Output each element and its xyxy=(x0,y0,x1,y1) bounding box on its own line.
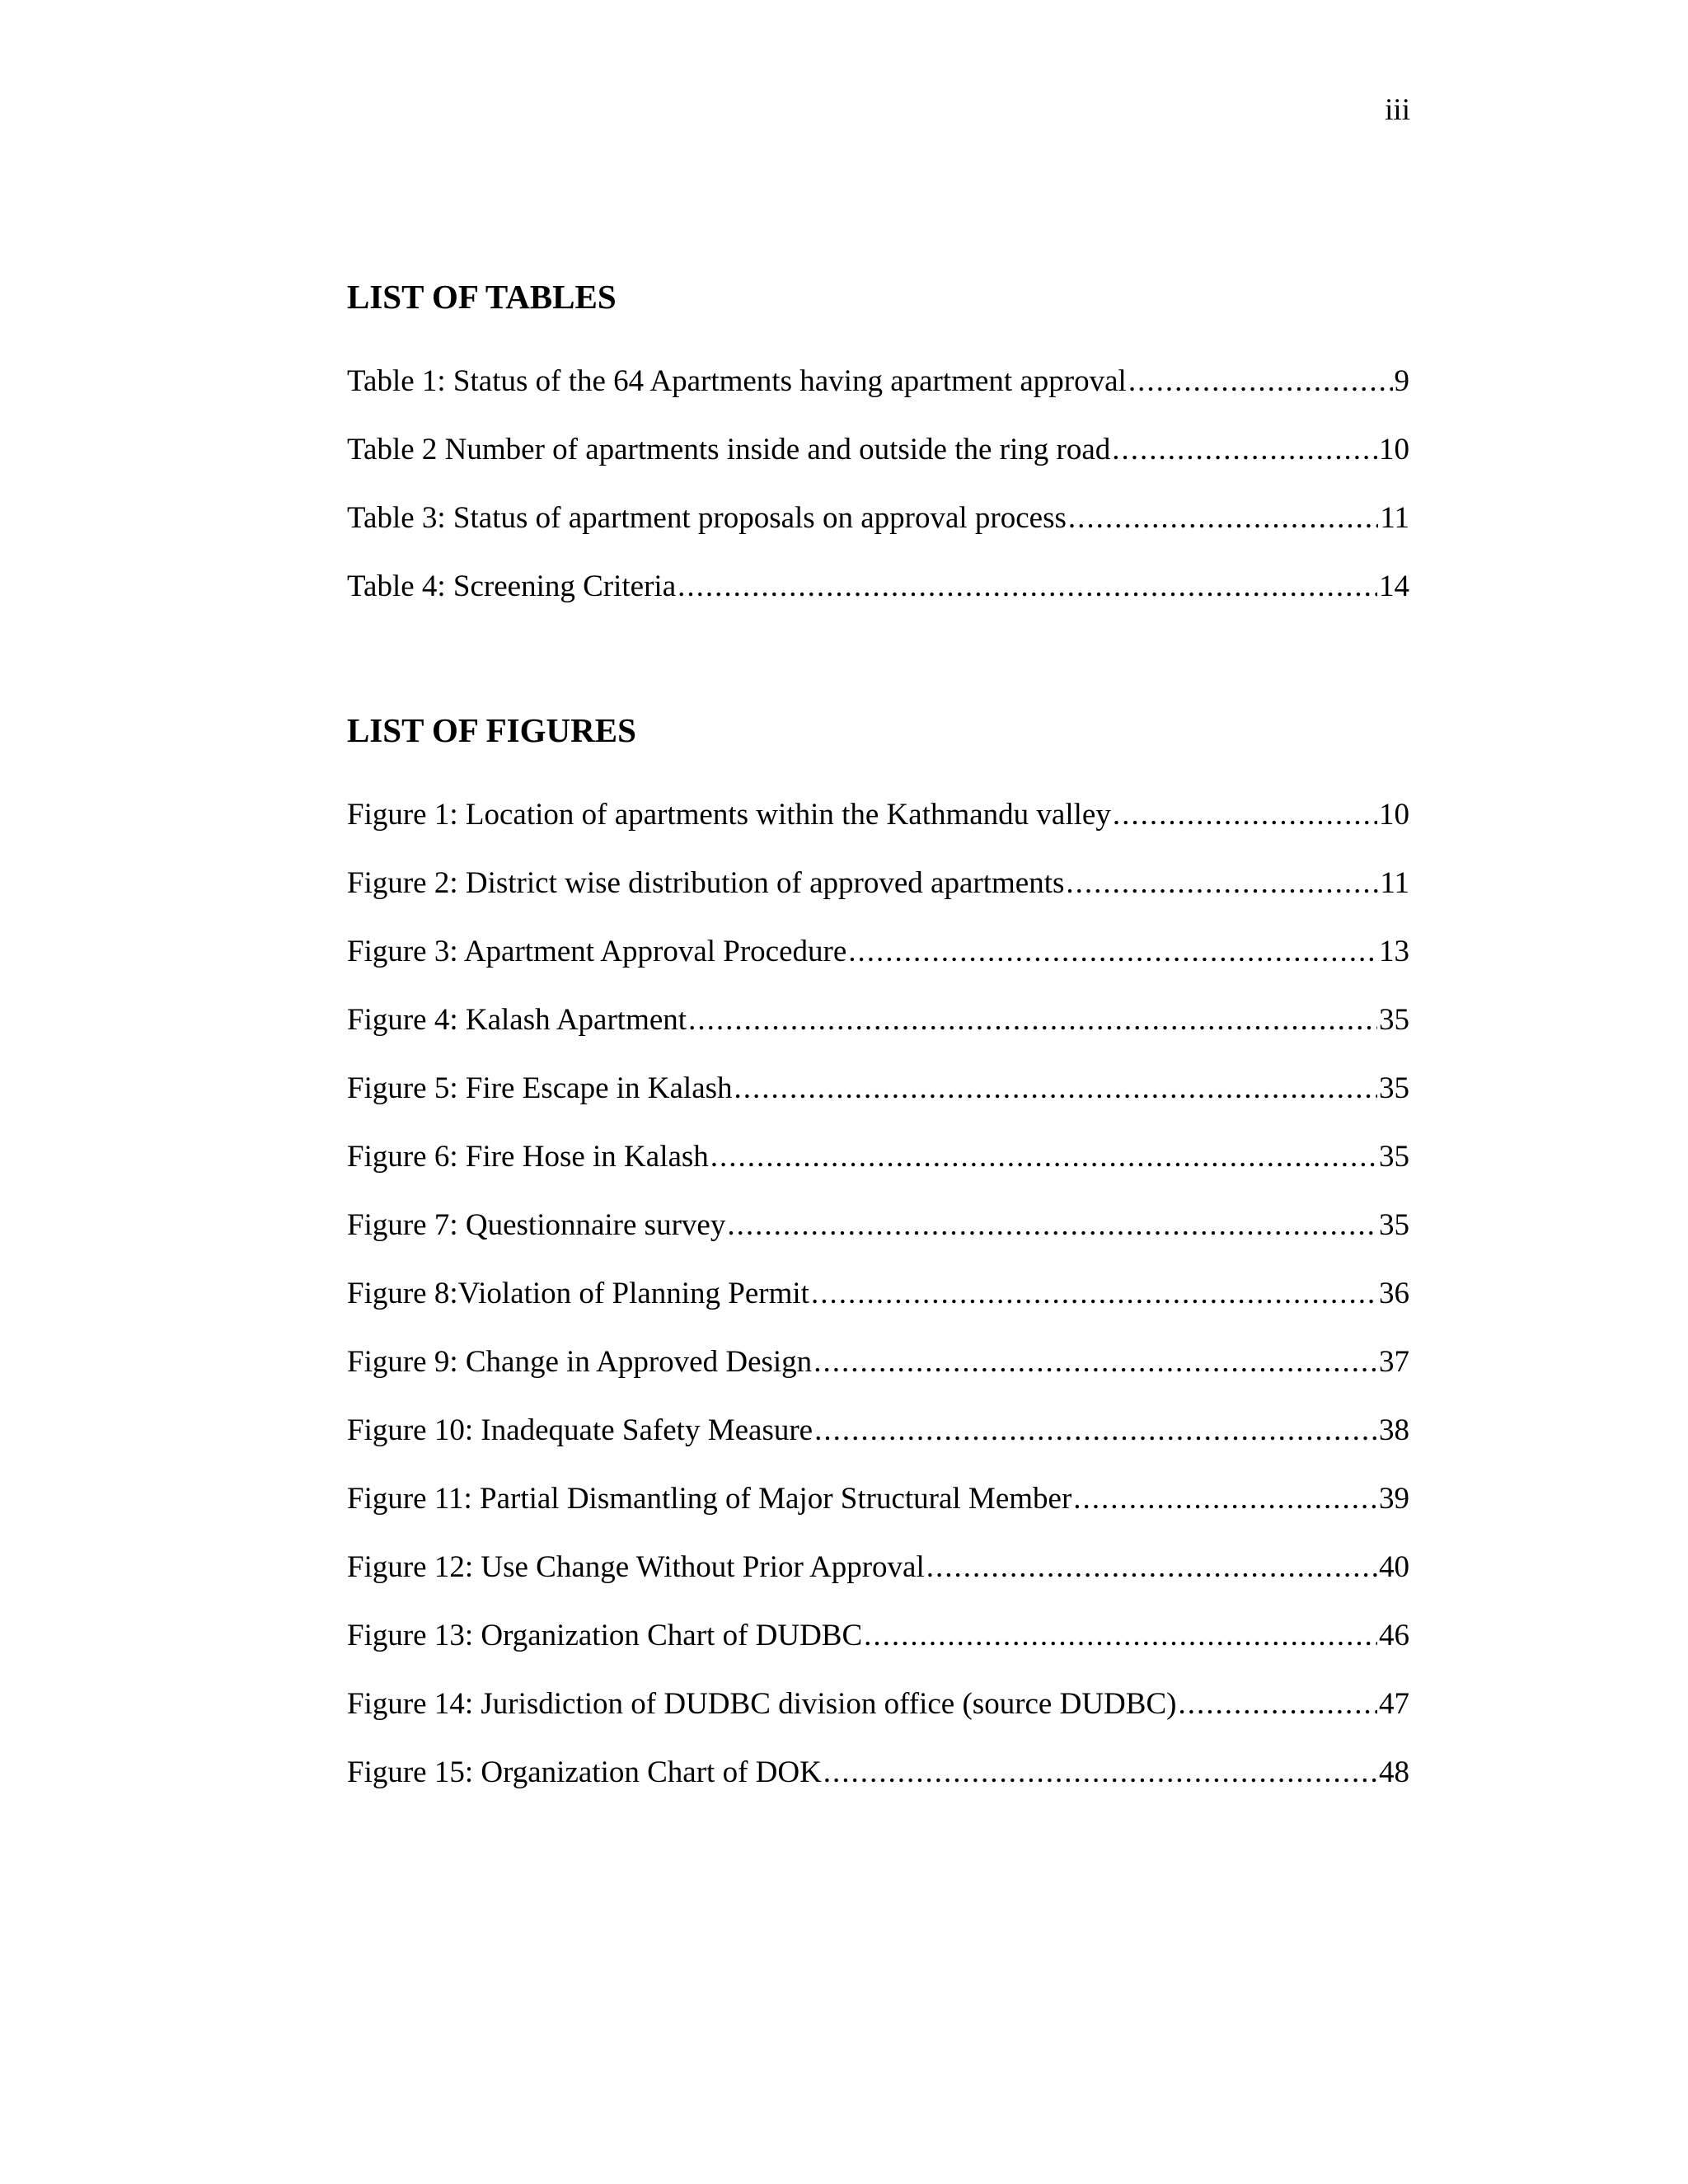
table-entry-page: 10 xyxy=(1379,433,1409,466)
figure-entry[interactable] xyxy=(347,1481,1409,1549)
figure-entry[interactable] xyxy=(347,1344,1409,1413)
table-entry-title: Table 1: Status of the 64 Apartments having apartment approval xyxy=(347,364,1127,398)
dot-leader xyxy=(864,1618,1377,1653)
dot-leader xyxy=(727,1207,1377,1243)
dot-leader xyxy=(734,1071,1377,1106)
figure-entry[interactable] xyxy=(347,1686,1409,1755)
figure-entry-title: Figure 5: Fire Escape in Kalash xyxy=(347,1071,733,1105)
dot-leader xyxy=(814,1344,1377,1380)
figure-entry-page: 39 xyxy=(1379,1482,1409,1516)
table-entry-title: Table 4: Screening Criteria xyxy=(347,569,677,603)
figure-entry[interactable] xyxy=(347,797,1409,865)
figure-entry[interactable] xyxy=(347,1207,1409,1276)
list-of-figures-heading: LIST OF FIGURES xyxy=(347,711,636,749)
dot-leader xyxy=(1073,1481,1377,1516)
dot-leader xyxy=(814,1413,1377,1448)
table-entry-title: Table 2 Number of apartments inside and outside the ring road xyxy=(347,433,1111,466)
dot-leader xyxy=(926,1549,1377,1585)
dot-leader xyxy=(678,569,1377,604)
figure-entry-title: Figure 1: Location of apartments within the Kathmandu valley xyxy=(347,798,1111,832)
dot-leader xyxy=(1113,797,1377,832)
figure-entry-page: 37 xyxy=(1379,1345,1409,1379)
dot-leader xyxy=(1128,363,1393,399)
dot-leader xyxy=(1112,432,1377,467)
figure-entry-title: Figure 4: Kalash Apartment xyxy=(347,1003,687,1037)
figure-entry-page: 35 xyxy=(1379,1071,1409,1105)
figure-entry[interactable] xyxy=(347,1549,1409,1618)
figure-entry[interactable] xyxy=(347,1755,1409,1823)
figure-entry-page: 36 xyxy=(1379,1277,1409,1310)
figure-entry-title: Figure 10: Inadequate Safety Measure xyxy=(347,1413,814,1447)
figure-entry-title: Figure 2: District wise distribution of approved apartments xyxy=(347,866,1065,900)
dot-leader xyxy=(1178,1686,1377,1722)
figure-entry-page: 47 xyxy=(1379,1687,1409,1721)
figure-entry-page: 40 xyxy=(1379,1550,1409,1584)
figure-entry[interactable] xyxy=(347,865,1409,934)
list-of-figures xyxy=(347,797,1409,1823)
figure-entry-title: Figure 14: Jurisdiction of DUDBC division office (source DUDBC) xyxy=(347,1687,1177,1721)
figure-entry-page: 35 xyxy=(1379,1003,1409,1037)
figure-entry[interactable] xyxy=(347,1071,1409,1139)
figure-entry-title: Figure 3: Apartment Approval Procedure xyxy=(347,935,847,968)
dot-leader xyxy=(848,934,1377,969)
table-entry-page: 9 xyxy=(1394,364,1409,398)
figure-entry-title: Figure 6: Fire Hose in Kalash xyxy=(347,1140,709,1174)
table-entry[interactable] xyxy=(347,569,1409,637)
figure-entry-title: Figure 8:Violation of Planning Permit xyxy=(347,1277,809,1310)
table-entry[interactable] xyxy=(347,500,1409,569)
dot-leader xyxy=(688,1002,1377,1038)
figure-entry-page: 46 xyxy=(1379,1619,1409,1652)
figure-entry[interactable] xyxy=(347,1002,1409,1071)
figure-entry[interactable] xyxy=(347,1413,1409,1481)
figure-entry[interactable] xyxy=(347,1618,1409,1686)
list-of-tables-heading: LIST OF TABLES xyxy=(347,278,617,316)
table-entry-page: 11 xyxy=(1380,501,1409,535)
figure-entry-title: Figure 11: Partial Dismantling of Major Structural Member xyxy=(347,1482,1072,1516)
dot-leader xyxy=(1066,865,1378,901)
dot-leader xyxy=(710,1139,1377,1174)
figure-entry-page: 13 xyxy=(1379,935,1409,968)
figure-entry[interactable] xyxy=(347,1276,1409,1344)
figure-entry-title: Figure 7: Questionnaire survey xyxy=(347,1208,726,1242)
figure-entry-title: Figure 9: Change in Approved Design xyxy=(347,1345,813,1379)
list-of-tables xyxy=(347,363,1409,637)
page-number: iii xyxy=(1385,93,1410,127)
figure-entry-page: 35 xyxy=(1379,1208,1409,1242)
figure-entry-page: 48 xyxy=(1379,1755,1409,1789)
figure-entry-title: Figure 12: Use Change Without Prior Approval xyxy=(347,1550,925,1584)
table-entry[interactable] xyxy=(347,363,1409,432)
table-entry-title: Table 3: Status of apartment proposals on approval process xyxy=(347,501,1067,535)
dot-leader xyxy=(823,1755,1377,1790)
figure-entry-page: 38 xyxy=(1379,1413,1409,1447)
dot-leader xyxy=(1068,500,1378,536)
dot-leader xyxy=(811,1276,1377,1311)
figure-entry-title: Figure 13: Organization Chart of DUDBC xyxy=(347,1619,863,1652)
figure-entry[interactable] xyxy=(347,934,1409,1002)
figure-entry-page: 10 xyxy=(1379,798,1409,832)
figure-entry-page: 35 xyxy=(1379,1140,1409,1174)
figure-entry-title: Figure 15: Organization Chart of DOK xyxy=(347,1755,822,1789)
figure-entry[interactable] xyxy=(347,1139,1409,1207)
figure-entry-page: 11 xyxy=(1380,866,1409,900)
table-entry-page: 14 xyxy=(1379,569,1409,603)
table-entry[interactable] xyxy=(347,432,1409,500)
